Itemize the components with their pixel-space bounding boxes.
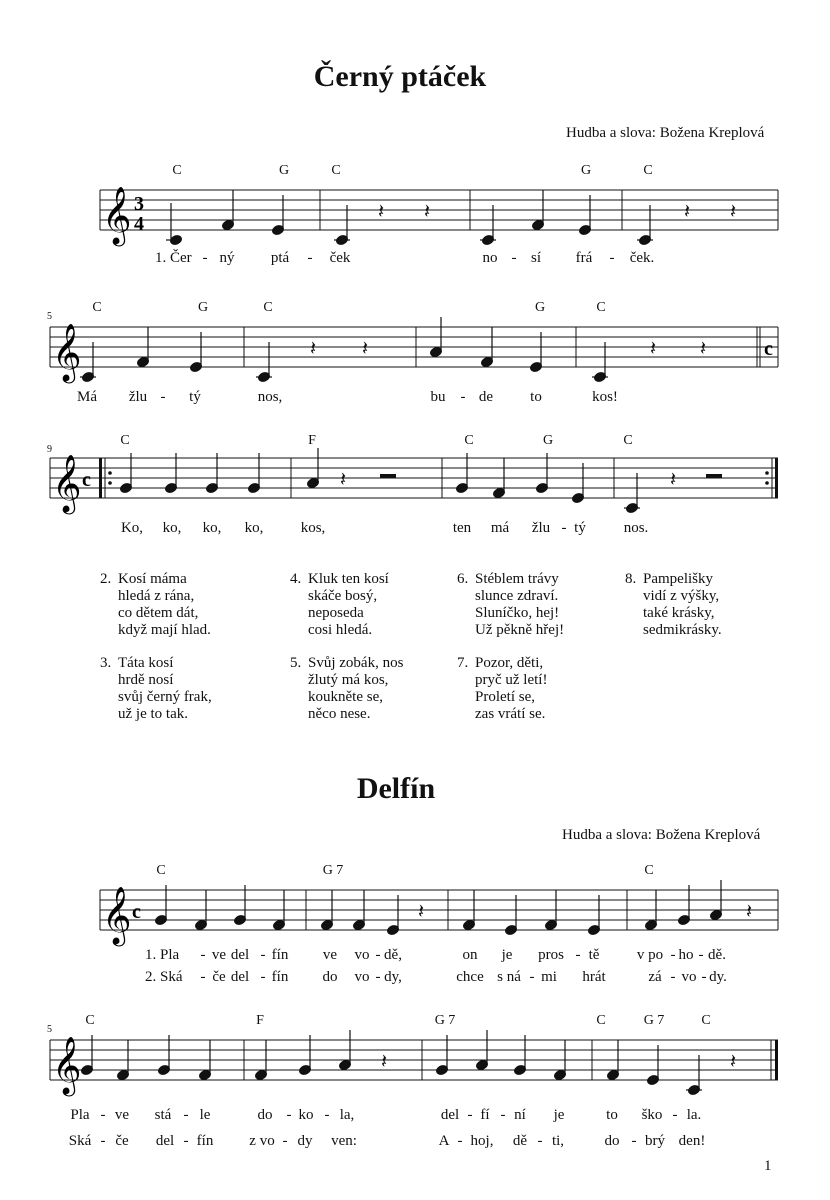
verse-line: také krásky, xyxy=(643,605,715,621)
verse-number: 8. xyxy=(625,571,637,587)
quarter-rest-icon: 𝄽 xyxy=(684,199,691,223)
lyric-syllable: fín xyxy=(271,947,289,963)
half-rest-icon xyxy=(706,474,722,478)
chord-label: C xyxy=(643,163,653,178)
quarter-rest-icon: 𝄽 xyxy=(378,199,385,223)
lyric-syllable: - xyxy=(575,947,581,963)
verse-block xyxy=(457,571,607,641)
svg-text:4: 4 xyxy=(134,213,144,235)
chord-label: C xyxy=(331,163,341,178)
lyric-syllable: brý xyxy=(645,1133,665,1149)
verse-line: hledá z rána, xyxy=(118,588,195,604)
page-number: 1 xyxy=(764,1158,772,1174)
lyric-syllable: - xyxy=(467,1107,473,1123)
lyric-syllable: - xyxy=(670,947,676,963)
lyric-syllable: no xyxy=(482,250,498,266)
song2-credit: Hudba a slova: Božena Kreplová xyxy=(562,827,761,843)
song1-credit: Hudba a slova: Božena Kreplová xyxy=(566,125,765,141)
verse-line: cosi hledá. xyxy=(308,622,373,638)
chord-label: G xyxy=(197,300,209,315)
lyric-syllable: Ko, xyxy=(120,520,144,536)
verse-line: Kosí máma xyxy=(118,571,187,587)
lyric-syllable: če xyxy=(115,1133,129,1149)
lyric-syllable: 2. Ská xyxy=(145,969,183,985)
chord-label: G xyxy=(542,433,554,448)
lyric-syllable: do xyxy=(322,969,338,985)
lyric-syllable: - xyxy=(183,1107,189,1123)
lyric-syllable: hrát xyxy=(582,969,606,985)
lyric-syllable: - xyxy=(307,250,313,266)
chord-label: C xyxy=(172,163,182,178)
chord-label: C xyxy=(120,433,130,448)
lyric-syllable: mi xyxy=(541,969,557,985)
lyric-syllable: z vo xyxy=(249,1133,275,1149)
music-staff xyxy=(0,880,800,950)
treble-clef-icon: 𝄞 xyxy=(52,323,82,381)
chord-label: G xyxy=(580,163,592,178)
measure-number: 5 xyxy=(47,311,52,322)
lyric-syllable: - xyxy=(529,969,535,985)
common-time-icon: c xyxy=(82,469,91,491)
lyric-syllable: ve xyxy=(211,947,227,963)
lyric-syllable: kos, xyxy=(300,520,326,536)
lyric-syllable: sí xyxy=(530,250,542,266)
measure-number: 5 xyxy=(47,1024,52,1035)
quarter-rest-icon: 𝄽 xyxy=(381,1049,388,1073)
verse-block xyxy=(290,571,440,641)
lyric-syllable: A xyxy=(438,1133,450,1149)
lyric-syllable: chce xyxy=(456,969,484,985)
lyric-syllable: ve xyxy=(322,947,338,963)
quarter-rest-icon: 𝄽 xyxy=(730,199,737,223)
lyric-syllable: - xyxy=(537,1133,543,1149)
lyric-syllable: - xyxy=(100,1133,106,1149)
lyric-syllable: ko, xyxy=(162,520,182,536)
chord-label: C xyxy=(701,1013,711,1028)
chord-label: C xyxy=(464,433,474,448)
lyric-syllable: pros xyxy=(538,947,564,963)
chord-label: C xyxy=(644,863,654,878)
music-staff xyxy=(0,180,800,250)
lyric-syllable: do xyxy=(257,1107,273,1123)
verse-line: Stéblem trávy xyxy=(475,571,559,587)
verse-line: zas vrátí se. xyxy=(475,706,546,722)
quarter-rest-icon: 𝄽 xyxy=(418,899,425,923)
lyric-syllable: del xyxy=(440,1107,460,1123)
verse-number: 3. xyxy=(100,655,112,671)
lyric-syllable: ten xyxy=(452,520,472,536)
verse-block xyxy=(457,655,607,725)
lyric-syllable: - xyxy=(160,389,166,405)
lyric-syllable: - xyxy=(609,250,615,266)
lyric-syllable: del xyxy=(155,1133,175,1149)
verse-line: Už pěkně hřej! xyxy=(475,622,565,638)
verse-block xyxy=(290,655,440,725)
music-staff xyxy=(0,448,800,518)
chord-label: F xyxy=(256,1013,264,1028)
quarter-rest-icon: 𝄽 xyxy=(340,467,347,491)
lyric-syllable: dy xyxy=(297,1133,313,1149)
lyric-syllable: del xyxy=(230,969,250,985)
lyric-syllable: - xyxy=(200,969,206,985)
lyric-syllable: ve xyxy=(114,1107,130,1123)
lyric-syllable: - xyxy=(183,1133,189,1149)
lyric-syllable: ko, xyxy=(202,520,222,536)
quarter-rest-icon: 𝄽 xyxy=(362,336,369,360)
lyric-syllable: je xyxy=(553,1107,565,1123)
verse-block xyxy=(100,655,250,725)
quarter-rest-icon: 𝄽 xyxy=(746,899,753,923)
chord-label: G xyxy=(278,163,290,178)
lyric-syllable: - xyxy=(324,1107,330,1123)
lyric-syllable: la. xyxy=(686,1107,702,1123)
lyric-syllable: vo xyxy=(681,969,697,985)
lyric-syllable: dě xyxy=(512,1133,528,1149)
lyric-syllable: - xyxy=(260,969,266,985)
music-staff xyxy=(0,317,800,387)
lyric-syllable: ko, xyxy=(244,520,264,536)
lyric-syllable: ško xyxy=(641,1107,663,1123)
lyric-syllable: frá xyxy=(575,250,593,266)
lyric-syllable: tý xyxy=(189,389,201,405)
lyric-syllable: to xyxy=(606,1107,618,1123)
verse-line: neposeda xyxy=(308,605,364,621)
lyric-syllable: tý xyxy=(574,520,586,536)
lyric-syllable: le xyxy=(199,1107,211,1123)
lyric-syllable: - xyxy=(375,947,381,963)
song1-title: Černý ptáček xyxy=(313,60,487,93)
verse-line: svůj černý frak, xyxy=(118,689,212,705)
lyric-syllable: vo xyxy=(354,969,370,985)
chord-label: C xyxy=(596,1013,606,1028)
lyric-syllable: ček. xyxy=(629,250,655,266)
lyric-syllable: - xyxy=(631,1133,637,1149)
lyric-syllable: - xyxy=(460,389,466,405)
verse-line: koukněte se, xyxy=(308,689,383,705)
measure-number: 9 xyxy=(47,444,52,455)
treble-clef-icon: 𝄞 xyxy=(102,886,132,944)
chord-label: C xyxy=(263,300,273,315)
lyric-syllable: fín xyxy=(271,969,289,985)
lyric-syllable: žlu xyxy=(531,520,551,536)
lyric-syllable: - xyxy=(282,1133,288,1149)
lyric-syllable: - xyxy=(100,1107,106,1123)
treble-clef-icon: 𝄞 xyxy=(52,454,82,512)
lyric-syllable: Pla xyxy=(70,1107,90,1123)
verse-line: sedmikrásky. xyxy=(643,622,722,638)
verse-line: Táta kosí xyxy=(118,655,174,671)
lyric-syllable: ho xyxy=(678,947,694,963)
lyric-syllable: ven: xyxy=(331,1133,357,1149)
quarter-rest-icon: 𝄽 xyxy=(310,336,317,360)
verse-line: Proletí se, xyxy=(475,689,535,705)
lyric-syllable: stá xyxy=(154,1107,172,1123)
verse-line: Sluníčko, hej! xyxy=(475,605,560,621)
verse-number: 2. xyxy=(100,571,112,587)
lyric-syllable: la, xyxy=(339,1107,355,1123)
verse-line: skáče bosý, xyxy=(308,588,378,604)
verse-line: žlutý má kos, xyxy=(308,672,389,688)
verse-number: 6. xyxy=(457,571,469,587)
lyric-syllable: hoj, xyxy=(470,1133,494,1149)
lyric-syllable: ptá xyxy=(270,250,290,266)
verse-line: něco nese. xyxy=(308,706,371,722)
chord-label: G xyxy=(534,300,546,315)
lyric-syllable: - xyxy=(670,969,676,985)
verse-line: slunce zdraví. xyxy=(475,588,559,604)
lyric-syllable: - xyxy=(457,1133,463,1149)
verse-number: 4. xyxy=(290,571,302,587)
lyric-syllable: - xyxy=(286,1107,292,1123)
verse-line: už je to tak. xyxy=(118,706,188,722)
chord-label: C xyxy=(92,300,102,315)
lyric-syllable: nos. xyxy=(623,520,649,536)
lyric-syllable: - xyxy=(200,947,206,963)
treble-clef-icon: 𝄞 xyxy=(52,1036,82,1094)
chord-label: G 7 xyxy=(434,1013,456,1028)
lyric-syllable: - xyxy=(701,969,707,985)
lyric-syllable: fín xyxy=(196,1133,214,1149)
chord-label: G 7 xyxy=(643,1013,665,1028)
verse-line: Kluk ten kosí xyxy=(308,571,389,587)
lyric-syllable: bu xyxy=(430,389,446,405)
lyric-syllable: - xyxy=(202,250,208,266)
lyric-syllable: Má xyxy=(77,389,97,405)
lyric-syllable: den! xyxy=(678,1133,706,1149)
verse-line: Pozor, děti, xyxy=(475,655,544,671)
common-time-icon: c xyxy=(764,338,773,360)
lyric-syllable: do xyxy=(604,1133,620,1149)
lyric-syllable: tě xyxy=(588,947,600,963)
chord-label: C xyxy=(85,1013,95,1028)
lyric-syllable: - xyxy=(561,520,567,536)
lyric-syllable: - xyxy=(698,947,704,963)
half-rest-icon xyxy=(380,474,396,478)
lyric-syllable: má xyxy=(490,520,510,536)
lyric-syllable: kos! xyxy=(592,389,618,405)
verse-line: co dětem dát, xyxy=(118,605,199,621)
music-staff xyxy=(0,1030,800,1100)
chord-label: C xyxy=(156,863,166,878)
lyric-syllable: - xyxy=(375,969,381,985)
verse-block xyxy=(625,571,775,641)
lyric-syllable: nos, xyxy=(257,389,283,405)
lyric-syllable: če xyxy=(212,969,226,985)
lyric-syllable: zá xyxy=(648,969,662,985)
quarter-rest-icon: 𝄽 xyxy=(424,199,431,223)
verse-line: pryč už letí! xyxy=(475,672,548,688)
lyric-syllable: - xyxy=(511,250,517,266)
verse-block xyxy=(100,571,250,641)
lyric-syllable: ný xyxy=(219,250,235,266)
svg-text:3: 3 xyxy=(134,193,144,215)
lyric-syllable: 1. Pla xyxy=(145,947,180,963)
quarter-rest-icon: 𝄽 xyxy=(700,336,707,360)
lyric-syllable: del xyxy=(230,947,250,963)
lyric-syllable: - xyxy=(260,947,266,963)
lyric-syllable: žlu xyxy=(128,389,148,405)
verse-line: když mají hlad. xyxy=(118,622,211,638)
lyric-syllable: s ná xyxy=(497,969,521,985)
verse-line: Svůj zobák, nos xyxy=(308,655,404,671)
quarter-rest-icon: 𝄽 xyxy=(730,1049,737,1073)
verse-number: 7. xyxy=(457,655,469,671)
lyric-syllable: ko xyxy=(298,1107,314,1123)
chord-label: G 7 xyxy=(322,863,344,878)
verse-line: hrdě nosí xyxy=(118,672,174,688)
quarter-rest-icon: 𝄽 xyxy=(650,336,657,360)
lyric-syllable: - xyxy=(500,1107,506,1123)
lyric-syllable: ní xyxy=(514,1107,526,1123)
lyric-syllable: on xyxy=(462,947,478,963)
lyric-syllable: fí xyxy=(480,1107,490,1123)
lyric-syllable: Ská xyxy=(68,1133,92,1149)
lyric-syllable: ti, xyxy=(551,1133,565,1149)
chord-label: F xyxy=(308,433,316,448)
lyric-syllable: v po xyxy=(636,947,664,963)
lyric-syllable: dy. xyxy=(709,969,727,985)
lyric-syllable: je xyxy=(501,947,513,963)
lyric-syllable: vo xyxy=(354,947,370,963)
lyric-syllable: to xyxy=(530,389,542,405)
common-time-icon: c xyxy=(132,901,141,923)
verse-number: 5. xyxy=(290,655,302,671)
lyric-syllable: dě. xyxy=(708,947,726,963)
lyric-syllable: dě, xyxy=(384,947,402,963)
verse-line: vidí z výšky, xyxy=(643,588,720,604)
chord-label: C xyxy=(596,300,606,315)
chord-label: C xyxy=(623,433,633,448)
quarter-rest-icon: 𝄽 xyxy=(670,467,677,491)
lyric-syllable: de xyxy=(478,389,494,405)
verse-line: Pampelišky xyxy=(643,571,713,587)
lyric-syllable: 1. Čer xyxy=(155,250,192,266)
lyric-syllable: ček xyxy=(329,250,351,266)
lyric-syllable: - xyxy=(672,1107,678,1123)
treble-clef-icon: 𝄞 xyxy=(102,186,132,244)
song2-title: Delfín xyxy=(356,772,436,805)
lyric-syllable: dy, xyxy=(384,969,402,985)
